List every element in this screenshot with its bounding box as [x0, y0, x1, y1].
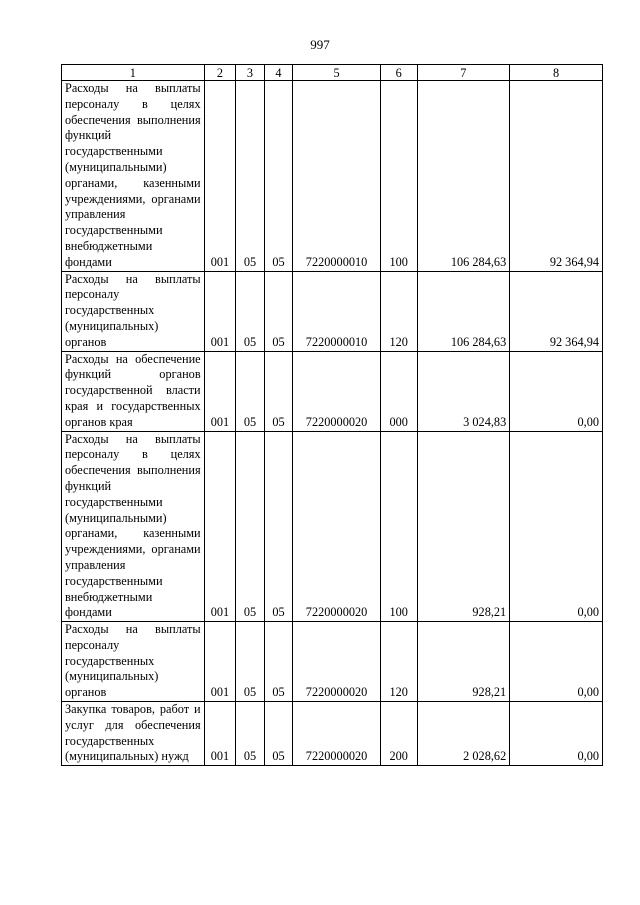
expense-name: Расходы на выплаты персоналу в целях обеспечения выполнения функций государственными (муниципальными) органами, казенными учреждениями, органами управления государственными внебюджетными фондами: [62, 81, 205, 272]
expense-name: Расходы на выплаты персоналу в целях обеспечения выполнения функций государственными (муниципальными) органами, казенными учреждениями, органами управления государственными внебюджетными фондами: [62, 431, 205, 622]
executed-amount: 92 364,94: [510, 81, 603, 272]
planned-amount: 3 024,83: [417, 351, 510, 431]
executed-amount: 92 364,94: [510, 271, 603, 351]
target-article-code: 7220000020: [293, 351, 381, 431]
expense-type-code: 120: [380, 622, 417, 702]
table-row: [62, 702, 603, 766]
section-code: 05: [236, 702, 265, 766]
planned-amount: 928,21: [417, 622, 510, 702]
executed-amount: 0,00: [510, 351, 603, 431]
section-code: 05: [236, 351, 265, 431]
column-header: 1: [62, 65, 205, 81]
admin-code: 001: [204, 622, 236, 702]
column-header: 6: [380, 65, 417, 81]
table-row: [62, 622, 603, 702]
target-article-code: 7220000020: [293, 431, 381, 622]
expense-name: Расходы на выплаты персоналу государственных (муниципальных) органов: [62, 271, 205, 351]
expense-type-code: 200: [380, 702, 417, 766]
subsection-code: 05: [264, 702, 293, 766]
column-header: 2: [204, 65, 236, 81]
executed-amount: 0,00: [510, 622, 603, 702]
table-row: [62, 81, 603, 272]
admin-code: 001: [204, 271, 236, 351]
column-header: 5: [293, 65, 381, 81]
executed-amount: 0,00: [510, 702, 603, 766]
admin-code: 001: [204, 702, 236, 766]
planned-amount: 106 284,63: [417, 271, 510, 351]
page-number: 997: [310, 37, 330, 52]
executed-amount: 0,00: [510, 431, 603, 622]
table-header-row: [62, 65, 603, 81]
section-code: 05: [236, 622, 265, 702]
table-row: [62, 271, 603, 351]
subsection-code: 05: [264, 81, 293, 272]
planned-amount: 106 284,63: [417, 81, 510, 272]
table-row: [62, 431, 603, 622]
subsection-code: 05: [264, 431, 293, 622]
target-article-code: 7220000020: [293, 622, 381, 702]
section-code: 05: [236, 81, 265, 272]
expense-type-code: 000: [380, 351, 417, 431]
subsection-code: 05: [264, 622, 293, 702]
admin-code: 001: [204, 431, 236, 622]
expense-name: Расходы на обеспечение функций органов государственной власти края и государственных органов края: [62, 351, 205, 431]
planned-amount: 2 028,62: [417, 702, 510, 766]
section-code: 05: [236, 271, 265, 351]
admin-code: 001: [204, 351, 236, 431]
subsection-code: 05: [264, 271, 293, 351]
planned-amount: 928,21: [417, 431, 510, 622]
admin-code: 001: [204, 81, 236, 272]
expense-name: Закупка товаров, работ и услуг для обеспечения государственных (муниципальных) нужд: [62, 702, 205, 766]
column-header: 8: [510, 65, 603, 81]
column-header: 3: [236, 65, 265, 81]
budget-table: [61, 64, 603, 766]
target-article-code: 7220000010: [293, 81, 381, 272]
table-row: [62, 351, 603, 431]
column-header: 7: [417, 65, 510, 81]
expense-type-code: 120: [380, 271, 417, 351]
target-article-code: 7220000010: [293, 271, 381, 351]
expense-type-code: 100: [380, 81, 417, 272]
section-code: 05: [236, 431, 265, 622]
target-article-code: 7220000020: [293, 702, 381, 766]
expense-name: Расходы на выплаты персоналу государственных (муниципальных) органов: [62, 622, 205, 702]
column-header: 4: [264, 65, 293, 81]
expense-type-code: 100: [380, 431, 417, 622]
subsection-code: 05: [264, 351, 293, 431]
